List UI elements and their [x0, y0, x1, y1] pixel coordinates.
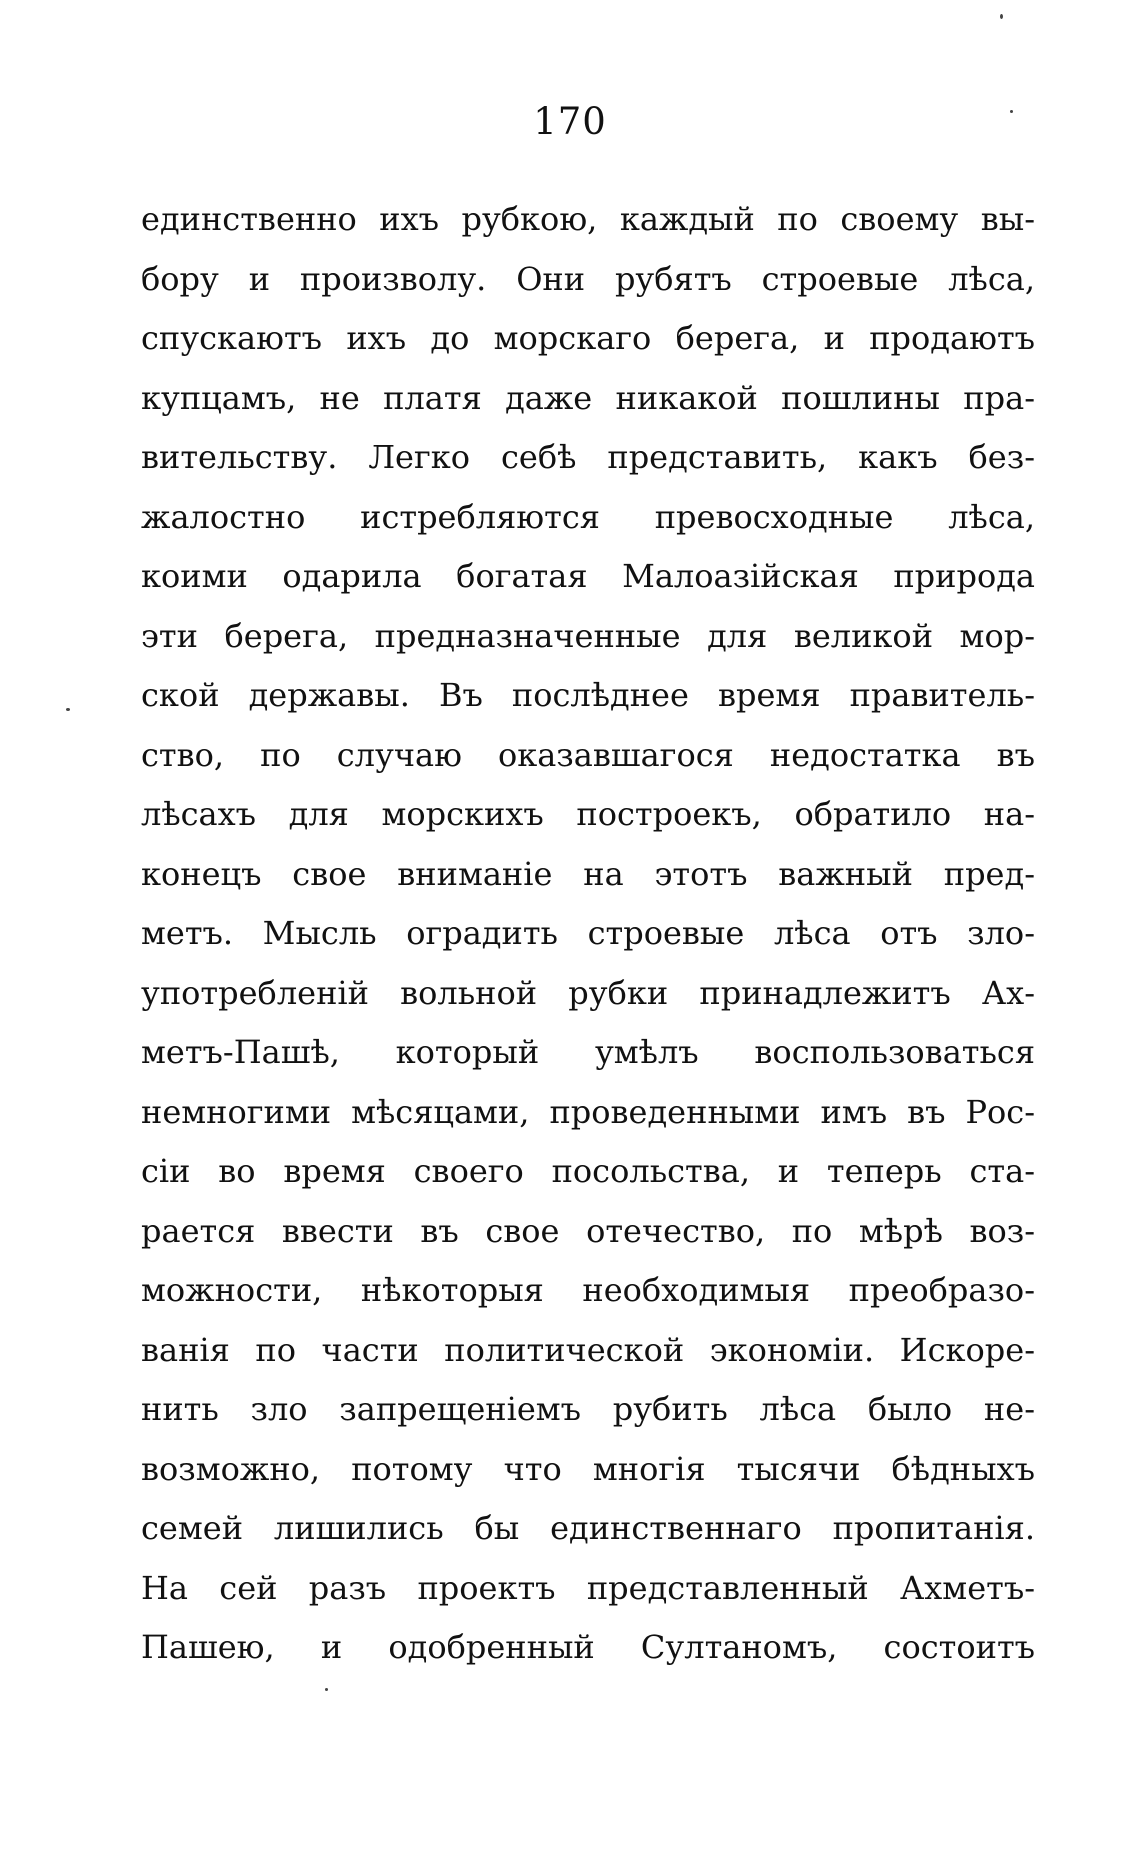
text-line: рается ввести въ свое отечество, по мѣрѣ воз-: [141, 1211, 1035, 1250]
scan-speck: [1010, 110, 1013, 113]
text-line: ванія по части политической экономіи. Искоре-: [141, 1330, 1035, 1369]
body-text: [141, 190, 1035, 1678]
text-line: метъ. Мысль оградить строевые лѣса отъ зло-: [141, 914, 1035, 952]
text-line: нить зло запрещеніемъ рубить лѣса было не-: [141, 1390, 1035, 1428]
text-line: ской державы. Въ послѣднее время правитель-: [141, 676, 1035, 714]
scan-speck: [66, 708, 70, 711]
text-line: вительству. Легко себѣ представить, какъ без-: [141, 438, 1035, 476]
text-line: лѣсахъ для морскихъ построекъ, обратило на-: [141, 795, 1035, 833]
text-line: возможно, потому что многія тысячи бѣдныхъ: [141, 1449, 1035, 1488]
text-line: купцамъ, не платя даже никакой пошлины пра-: [141, 378, 1035, 417]
text-line: единственно ихъ рубкою, каждый по своему вы-: [141, 200, 1035, 238]
text-line: конецъ свое вниманіе на этотъ важный пред-: [141, 854, 1035, 893]
page-number: 170: [533, 100, 607, 143]
text-line: бору и произволу. Они рубятъ строевые лѣса,: [141, 259, 1035, 298]
text-line: метъ-Пашѣ, который умѣлъ воспользоваться: [141, 1033, 1035, 1071]
text-line: сіи во время своего посольства, и теперь ста-: [141, 1152, 1035, 1190]
scan-speck: [325, 1688, 328, 1691]
scan-speck: [1000, 14, 1003, 19]
text-line: жалостно истребляются превосходные лѣса,: [141, 497, 1035, 536]
text-line: Пашею, и одобренный Султаномъ, состоитъ: [141, 1628, 1035, 1666]
text-line: На сей разъ проектъ представленный Ахметъ-: [141, 1568, 1035, 1607]
text-line: немногими мѣсяцами, проведенными имъ въ Рос-: [141, 1092, 1035, 1131]
text-line: употребленій вольной рубки принадлежитъ Ах-: [141, 973, 1035, 1012]
text-line: можности, нѣкоторыя необходимыя преобразо-: [141, 1271, 1035, 1309]
text-line: коими одарила богатая Малоазійская природа: [141, 557, 1035, 595]
text-line: ство, по случаю оказавшагося недостатка въ: [141, 735, 1035, 774]
text-line: спускаютъ ихъ до морскаго берега, и продаютъ: [141, 319, 1035, 357]
text-line: семей лишились бы единственнаго пропитанія.: [141, 1509, 1035, 1547]
text-line: эти берега, предназначенные для великой мор-: [141, 616, 1035, 655]
